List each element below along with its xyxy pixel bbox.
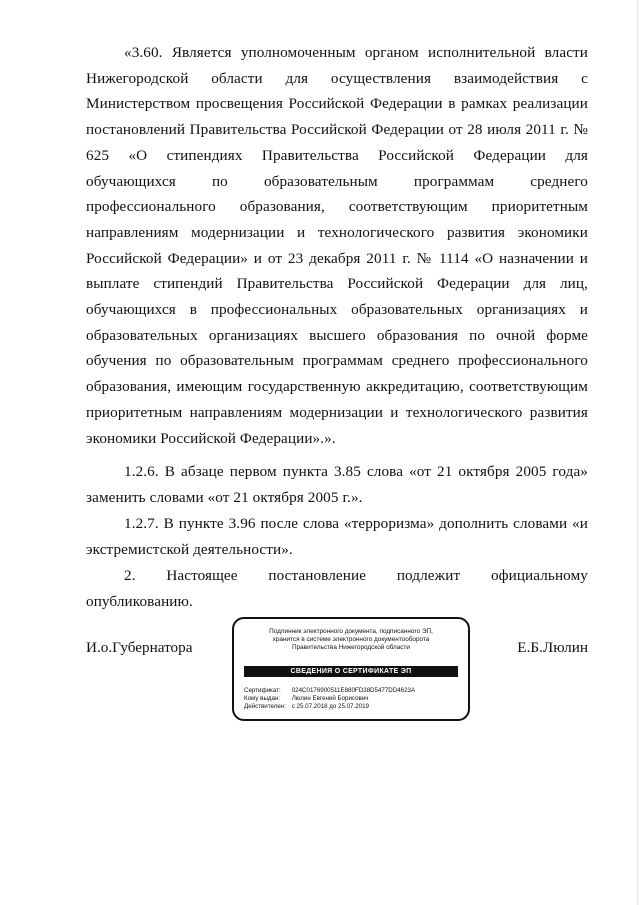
certificate-label: Сертификат: xyxy=(244,687,281,694)
electronic-signature-stamp xyxy=(232,617,470,721)
issued-to-row xyxy=(244,695,460,703)
paragraph-3-60: «3.60. Является уполномоченным органом исполнительной власти Нижегородской области для осуществления взаимодействия с Министерством просвещения Российской Федерации в рамках реализации постановлений Правительства Российской Федерации от 28 июля 2011 г. № 625 «О стипендиях Правительства Российской Федерации для обучающихся по образовательным программам среднего профессионального образования, соответствующим приоритетным направлениям модернизации и технологического развития экономики Российской Федерации» и от 23 декабря 2011 г. № 1114 «О назначении и выплате стипендий Правительства Российской Федерации для лиц, обучающихся в профессиональных образовательных организациях и образовательных организациях высшего образования по очной форме обучения по образовательным программам среднего профессионального образования, имеющим государственную аккредитацию, соответствующим приоритетным направлениям модернизации и технологического развития экономики Российской Федерации».». xyxy=(86,44,588,447)
stamp-notice xyxy=(234,628,468,652)
validity-value: с 25.07.2018 до 25.07.2019 xyxy=(291,703,369,710)
stamp-certificate-header: СВЕДЕНИЯ О СЕРТИФИКАТЕ ЭП xyxy=(244,666,458,677)
validity-label: Действителен: xyxy=(244,703,286,710)
paragraph-2: 2. Настоящее постановление подлежит официальному опубликованию. xyxy=(86,567,588,610)
paragraph-1-2-7: 1.2.7. В пункте 3.96 после слова «терроризма» дополнить словами «и экстремистской деятельности». xyxy=(86,515,588,558)
stamp-notice-line: хранится в системе электронного документооборота xyxy=(272,636,430,643)
scan-edge-line xyxy=(637,0,638,905)
stamp-notice-line: Правительства Нижегородской области xyxy=(291,644,411,651)
stamp-certificate-details xyxy=(244,687,460,711)
validity-row xyxy=(244,703,460,711)
paragraph-1-2-6: 1.2.6. В абзаце первом пункта 3.85 слова «от 21 октября 2005 года» заменить словами «от 21 октября 2005 г.». xyxy=(86,463,588,506)
issued-to-label: Кому выдан: xyxy=(244,695,281,702)
signatory-name: Е.Б.Люлин xyxy=(517,639,588,656)
stamp-notice-line: Подлинник электронного документа, подписанного ЭП, xyxy=(269,628,433,635)
certificate-value: 024C0176900511E880FD38D5477DD4623A xyxy=(291,687,416,694)
signatory-title: И.о.Губернатора xyxy=(86,639,193,656)
issued-to-value: Люлин Евгений Борисович xyxy=(291,695,369,702)
certificate-row xyxy=(244,687,460,695)
